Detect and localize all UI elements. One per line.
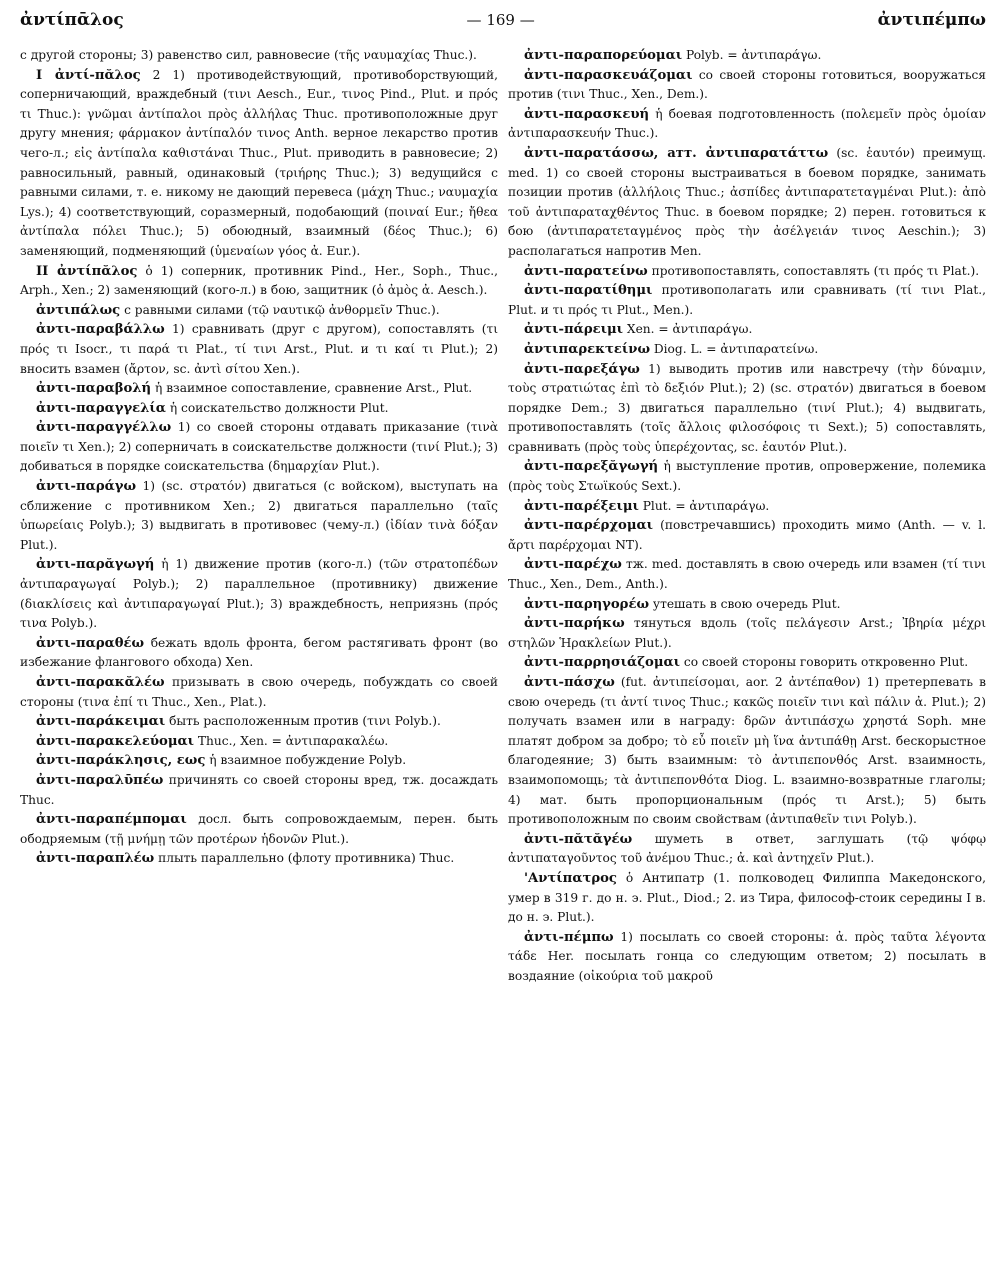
entry-headword: ἀντι-παρατάσσω, атт. ἀντιπαρατάττω <box>524 145 829 161</box>
entry-headword: ἀντι-πᾰτᾰγέω <box>524 831 633 847</box>
page-number: — 169 — <box>466 11 535 29</box>
dictionary-entry <box>20 418 498 477</box>
entry-definition: ἡ боевая подготовленность (πολεμεῖν πρὸς ὁμοίαν ἀντιπαρασκευήν Thuc.). <box>508 106 986 141</box>
dictionary-entry <box>508 105 986 144</box>
entry-definition: тянуться вдоль (τοῖς πελάγεσιν Arst.; Ἰβηρία μέχρι στηλῶν Ἡρακλείων Plut.). <box>508 616 986 650</box>
entry-headword: ἀντι-παρήκω <box>524 616 625 632</box>
dictionary-entry <box>508 340 986 360</box>
entry-headword: ἀντι-παραπέμπομαι <box>36 812 187 828</box>
dictionary-entry <box>508 66 986 105</box>
entry-definition: досл. быть сопровождаемым, перен. быть ободряемым (τῇ μνήμῃ τῶν προτέρων ἡδονῶν Plut.). <box>20 812 498 846</box>
entry-definition: ἡ выступление против, опровержение, полемика (πρὸς τοὺς Στωϊκούς Sext.). <box>508 459 986 494</box>
entry-headword: ἀντι-παραπλέω <box>36 851 155 867</box>
entry-headword: ἀντι-παραβάλλω <box>36 322 165 338</box>
entry-headword: ἀντι-παράγω <box>36 479 137 495</box>
entry-headword: ἀντι-παρατίθημι <box>524 283 653 299</box>
entry-definition: 1) (sc. στρατόν) двигаться (с войском), выступать на сближение с противником Xen.; 2) двигаться параллельно (ταῖς ὑπωρείαις Polyb.); 3) выдвигать в противовес (чему-л.) (ἰδίαν τινὰ δόξαν Plut.). <box>20 479 499 552</box>
dictionary-entry <box>508 673 986 830</box>
dictionary-entry <box>508 653 986 673</box>
entry-definition: (повстречавшись) проходить мимо (Anth. — v. l. ἄρτι παρέρχομαι NT). <box>508 518 986 552</box>
dictionary-entry <box>508 869 986 928</box>
dictionary-entry <box>20 555 498 633</box>
entry-definition: утешать в свою очередь Plut. <box>652 596 841 611</box>
entry-definition: быть расположенным против (τινι Polyb.). <box>169 714 441 729</box>
entry-headword: ἀντι-πέμπω <box>524 929 614 945</box>
dictionary-entry <box>20 301 498 321</box>
entry-headword: ἀντι-παράκλησις, εως <box>36 753 206 769</box>
entry-headword: ἀντι-παρεξᾰγωγή <box>524 459 659 475</box>
left-column <box>20 46 498 987</box>
columns <box>20 46 986 987</box>
entry-headword: ἀντι-παρέρχομαι <box>524 518 654 534</box>
entry-definition: ἡ взаимное побуждение Polyb. <box>209 753 407 768</box>
entry-headword: ἀντι-παραγγέλλω <box>36 420 172 436</box>
entry-headword: ἀντι-πάσχω <box>524 675 615 690</box>
dictionary-entry <box>508 928 986 987</box>
entry-headword: 'Αντίπατρος <box>524 870 617 886</box>
dictionary-entry <box>508 360 986 458</box>
dictionary-entry <box>20 477 498 555</box>
dictionary-entry <box>508 516 986 555</box>
right-column <box>508 46 986 987</box>
dictionary-entry <box>20 379 498 399</box>
dictionary-entry <box>508 497 986 517</box>
entry-headword: ἀντι-παρατείνω <box>524 263 648 279</box>
dictionary-entry <box>508 281 986 320</box>
entry-definition: Thuc., Xen. = ἀντιπαρακαλέω. <box>197 733 389 748</box>
entry-definition: противополагать или сравнивать (τί τινι Plat., Plut. и τι πρός τι Plut., Men.). <box>508 283 987 317</box>
dictionary-entry <box>508 457 986 496</box>
dictionary-entry <box>508 262 986 282</box>
entry-definition: бежать вдоль фронта, бегом растягивать фронт (во избежание флангового обхода) Xen. <box>20 635 498 670</box>
entry-definition: 1) посылать со своей стороны: ἀ. πρὸς ταῦτα λέγοντα τάδε Her. посылать гонца со следующим ответом; 2) посылать в воздаяние (οἰκούρια τοῦ μακροῦ <box>508 929 986 983</box>
running-head-left: ἀντίπᾱλος <box>20 10 124 30</box>
running-head-right: ἀντιπέμπω <box>877 10 986 30</box>
dictionary-entry <box>20 712 498 732</box>
entry-headword: II ἀντίπᾰλος <box>36 263 138 279</box>
entry-headword: ἀντι-παρασκευάζομαι <box>524 67 693 83</box>
entry-definition: ἡ взаимное сопоставление, сравнение Arst., Plut. <box>155 381 473 396</box>
entry-definition: 1) выводить против или навстречу (τὴν δύναμιν, τοὺς στρατιώτας ἐπὶ τὸ δεξιόν Plut.); 2) (sc. στρατόν) двигаться в боевом порядке Dem.; 3) двигаться параллельно (τινί Plut.); 4) выдвигать, противопоставлять (τοῖς ἄλλοις φιλοσόφοις τι Sext.); 5) сопоставлять, сравнивать (πρὸς τοὺς ὑπερέχοντας, sc. ἑαυτόν Plut.). <box>508 361 986 454</box>
page-header <box>20 10 986 46</box>
entry-headword: ἀντιπαρεκτείνω <box>524 341 651 357</box>
entry-definition: Polyb. = ἀντιπαράγω. <box>685 48 822 62</box>
dictionary-entry <box>20 634 498 673</box>
entry-definition: ἡ соискательство должности Plut. <box>169 400 389 415</box>
entry-definition: плыть параллельно (флоту противника) Thuc. <box>158 851 455 866</box>
entry-definition: призывать в свою очередь, побуждать со своей стороны (τινα ἐπί τι Thuc., Xen., Plat.). <box>20 675 498 709</box>
dictionary-entry <box>508 320 986 340</box>
entry-definition: ὁ Антипатр (1. полководец Филиппа Македонского, умер в 319 г. до н. э. Plut., Diod.; 2. из Тира, философ-стоик середины I в. до н. э. Plut.). <box>508 870 987 925</box>
entry-headword: ἀντι-παρακᾰλέω <box>36 675 165 690</box>
dictionary-entry <box>20 771 498 810</box>
entry-headword: ἀντι-παρεξάγω <box>524 361 640 377</box>
entry-headword: ἀντι-παρηγορέω <box>524 596 650 612</box>
dictionary-entry <box>20 262 498 301</box>
dictionary-entry <box>508 830 986 869</box>
entry-headword: ἀντι-παραλῡπέω <box>36 772 164 788</box>
entry-definition: с равными силами (τῷ ναυτικῷ ἀνθορμεῖν Thuc.). <box>124 302 440 317</box>
entry-headword: ἀντι-παραγγελία <box>36 400 166 416</box>
entry-headword: ἀντι-παρασκευή <box>524 106 650 122</box>
entry-definition: Diog. L. = ἀντιπαρατείνω. <box>653 341 819 356</box>
entry-definition: шуметь в ответ, заглушать (τῷ ψόφῳ ἀντιπαταγοῦντος τοῦ ἀνέμου Thuc.; ἀ. καὶ ἀντηχεῖν Plut.). <box>508 831 987 866</box>
entry-definition: 1) сравнивать (друг с другом), сопоставлять (τι πρός τι Isocr., τι παρά τι Plat., τί τινι Arst., Plut. и τι καί τι Plut.); 2) вносить взамен (ἄρτον, sc. ἀντὶ σίτου Xen.). <box>20 322 499 376</box>
dictionary-entry <box>20 673 498 712</box>
entry-definition: ὁ 1) соперник, противник Pind., Her., Soph., Thuc., Arph., Xen.; 2) заменяющий (кого-л.) в бою, защитник (ὁ ἀμὸς ἀ. Aesch.). <box>20 263 498 298</box>
dictionary-entry <box>20 849 498 869</box>
dictionary-entry <box>20 399 498 419</box>
entry-definition: с другой стороны; 3) равенство сил, равновесие (τῆς ναυμαχίας Thuc.). <box>20 48 477 62</box>
entry-headword: ἀντι-παραθέω <box>36 635 145 651</box>
entry-definition: со своей стороны готовиться, вооружаться против (τινι Thuc., Xen., Dem.). <box>508 67 986 102</box>
entry-definition: Plut. = ἀντιπαράγω. <box>642 498 770 513</box>
entry-definition: ἡ 1) движение против (кого-л.) (τῶν στρατοπέδων ἀντιπαραγωγαί Polyb.); 2) параллельное (противнику) движение (διακλίσεις καὶ ἀντιπαραγωγαί Plut.); 3) враждебность, неприязнь (πρός τινα Polyb.). <box>20 557 498 631</box>
entry-definition: Xen. = ἀντιπαράγω. <box>626 322 753 337</box>
entry-headword: ἀντι-παρέξειμι <box>524 498 639 514</box>
dictionary-entry <box>20 66 498 262</box>
entry-headword: ἀντι-παρρησιάζομαι <box>524 655 680 671</box>
dictionary-entry <box>20 46 498 66</box>
dictionary-entry <box>508 144 986 262</box>
dictionary-entry <box>20 810 498 849</box>
entry-definition: со своей стороны говорить откровенно Plut. <box>683 655 969 670</box>
entry-definition: тж. med. доставлять в свою очередь или взамен (τί τινι Thuc., Xen., Dem., Anth.). <box>508 557 987 592</box>
dictionary-entry <box>20 751 498 771</box>
dictionary-entry <box>508 614 986 653</box>
entry-headword: ἀντι-παρακελεύομαι <box>36 733 195 749</box>
dictionary-entry <box>20 320 498 379</box>
dictionary-entry <box>508 595 986 615</box>
entry-definition: (fut. ἀντιπείσομαι, aor. 2 ἀντέπαθον) 1) претерпевать в свою очередь (τι ἀντί τινος Thuc.; κακῶς ποιεῖν τινι καὶ πάλιν ἀ. Plut.); 2) получать взамен или в награду: δρῶν ἀντιπάσχω χρηστά Soph. мне платят добром за добро; τὸ εὖ ποιεῖν μὴ ἵνα ἀντιπάθῃ Arst. бескорыстное благодеяние; 3) быть взаимным: τὸ ἀντιπεπονθός Arst. взаимность, взаимопомощь; τὰ ἀντιπεπονθότα Diog. L. взаимно-возвратные глаголы; 4) мат. быть пропорциональным (πρός τι Arst.); 5) быть противоположным по своим свойствам (ἀντιπαθεῖν τινι Polyb.). <box>508 675 987 827</box>
entry-definition: (sc. ἑαυτόν) преимущ. med. 1) со своей стороны выстраиваться в боевом порядке, занимать позиции против (ἀλλήλοις Thuc.; ἀσπίδες ἀντιπαρατεταγμέναι Plut.): ἀπὸ τοῦ ἀντιπαραταχθέντος Thuc. в боевом порядке; 2) перен. готовиться к бою (ἀντιπαρατεταγμένος πρὸς τὴν ἀσέλγειάν τινος Aeschin.); 3) располагаться напротив Men. <box>508 145 987 258</box>
entry-headword: ἀντι-παραβολή <box>36 381 152 397</box>
entry-headword: ἀντι-παρᾰγωγή <box>36 557 155 573</box>
entry-headword: ἀντι-παρέχω <box>524 557 622 573</box>
entry-definition: противопоставлять, сопоставлять (τι πρός τι Plat.). <box>651 263 980 278</box>
entry-headword: ἀντιπάλως <box>36 302 121 318</box>
dictionary-entry <box>20 732 498 752</box>
entry-headword: ἀντι-παράκειμαι <box>36 714 166 730</box>
dictionary-entry <box>508 46 986 66</box>
entry-definition: 1) со своей стороны отдавать приказание (τινὰ ποιεῖν τι Xen.); 2) соперничать в соискательстве должности (τινί Plut.); 3) добиваться в порядке соискательства (δημαρχίαν Plut.). <box>20 420 499 474</box>
entry-definition: 2 1) противодействующий, противоборствующий, соперничающий, враждебный (τινι Aesch., Eur., τινος Pind., Plut. и πρός τι Thuc.): γνῶμαι ἀντίπαλοι πρὸς ἀλλήλας Thuc. противоположные друг другу мнения; φάρμακον ἀντίπαλόν τινος Anth. верное лекарство против чего-л.; εἰς ἀντίπαλα καθιστάναι Thuc., Plut. приводить в равновесие; 2) равносильный, равный, одинаковый (τριήρης Thuc.); 3) ведущийся с равными силами, т. е. никому не дающий перевеса (μάχη Thuc.; ναυμαχία Lys.); 4) соответствующий, соразмерный, подобающий (ποιναί Eur.; ἤθεα ἀντίπαλα πόλει Thuc.); 5) обоюдный, взаимный (δέος Thuc.); 6) заменяющий, подменяющий (ὑμεναίων γόος ἀ. Eur.). <box>20 67 498 258</box>
entry-definition: причинять со своей стороны вред, тж. досаждать Thuc. <box>20 772 499 807</box>
entry-headword: I ἀντί-πᾰλος <box>36 67 141 83</box>
entry-headword: ἀντι-παραπορεύομαι <box>524 48 683 63</box>
entry-headword: ἀντι-πάρειμι <box>524 322 624 338</box>
dictionary-entry <box>508 555 986 594</box>
